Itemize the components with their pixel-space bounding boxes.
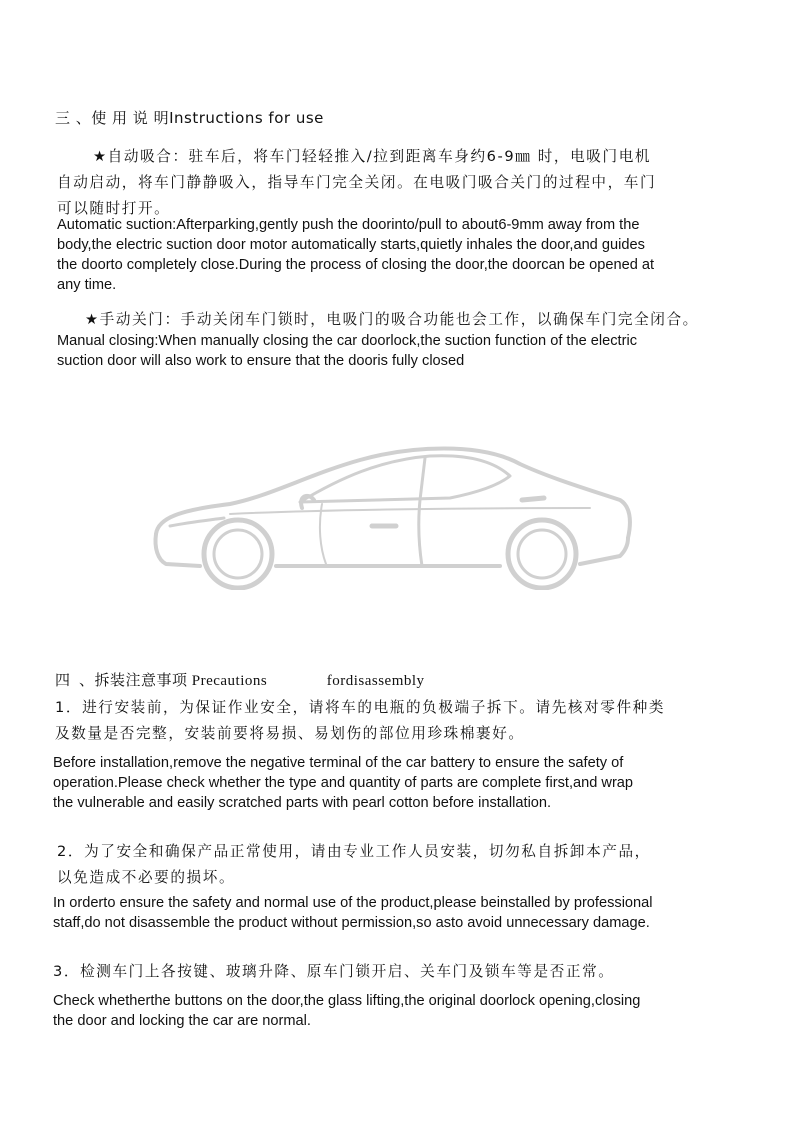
auto-suction-en — [57, 215, 654, 295]
auto-suction-en-line-1: Automatic suction:Afterparking,gently push the doorinto/pull to about6-9mm away from the — [57, 217, 640, 233]
auto-suction-en-line-4: any time. — [57, 277, 117, 293]
auto-suction-en-line-3: the doorto completely close.During the process of closing the door,the doorcan be opened at — [57, 257, 655, 273]
section-4-heading: 四 、拆装注意事项 Precautions fordisassembly — [55, 673, 425, 689]
item-3-zh-line-1: 3．检测车门上各按键、玻璃升降、原车门锁开启、关车门及锁车等是否正常。 — [53, 963, 615, 980]
manual-closing-en-line-1: Manual closing:When manually closing the car doorlock,the suction function of the electric — [57, 333, 638, 349]
item-1-en-line-3: the vulnerable and easily scratched parts with pearl cotton before installation. — [53, 795, 552, 811]
car-outline-icon — [150, 430, 640, 590]
item-1-zh — [55, 695, 665, 747]
auto-suction-zh-line-3: 可以随时打开。 — [57, 200, 171, 217]
item-3-en-line-1: Check whetherthe buttons on the door,the glass lifting,the original doorlock opening,closing — [53, 993, 641, 1009]
item-2-zh-line-2: 以免造成不必要的损坏。 — [57, 869, 236, 886]
item-1-zh-line-1: 1．进行安装前，为保证作业安全，请将车的电瓶的负极端子拆下。请先核对零件种类 — [55, 699, 666, 716]
manual-closing-en — [57, 331, 637, 371]
manual-closing-zh-line-1: ★手动关门：手动关闭车门锁时，电吸门的吸合功能也会工作，以确保车门完全闭合。 — [85, 311, 699, 328]
item-3-en — [53, 991, 640, 1031]
item-2-en — [53, 893, 653, 933]
auto-suction-zh-line-2: 自动启动，将车门静静吸入，指导车门完全关闭。在电吸门吸合关门的过程中，车门 — [57, 174, 657, 191]
item-1-zh-line-2: 及数量是否完整，安装前要将易损、易划伤的部位用珍珠棉裹好。 — [55, 725, 525, 742]
item-1-en — [53, 753, 633, 813]
section-3-heading: 三 、使 用 说 明Instructions for use — [55, 109, 324, 127]
item-2-zh — [57, 839, 651, 891]
item-2-en-line-2: staff,do not disassemble the product without permission,so asto avoid unnecessary damage. — [53, 915, 650, 931]
item-1-en-line-1: Before installation,remove the negative terminal of the car battery to ensure the safety of — [53, 755, 624, 771]
auto-suction-zh-line-1: ★自动吸合：驻车后，将车门轻轻推入/拉到距离车身约6-9㎜ 时，电吸门电机 — [93, 148, 652, 165]
auto-suction-en-line-2: body,the electric suction door motor automatically starts,quietly inhales the door,and guides — [57, 237, 645, 253]
item-2-en-line-1: In orderto ensure the safety and normal use of the product,please beinstalled by professional — [53, 895, 653, 911]
item-3-zh — [53, 959, 614, 985]
item-3-en-line-2: the door and locking the car are normal. — [53, 1013, 311, 1029]
manual-closing-zh — [57, 307, 699, 333]
auto-suction-zh — [57, 144, 656, 222]
item-2-zh-line-1: 2．为了安全和确保产品正常使用，请由专业工作人员安装，切勿私自拆卸本产品， — [57, 843, 651, 860]
item-1-en-line-2: operation.Please check whether the type and quantity of parts are complete first,and wrap — [53, 775, 634, 791]
manual-closing-en-line-2: suction door will also work to ensure that the dooris fully closed — [57, 353, 465, 369]
